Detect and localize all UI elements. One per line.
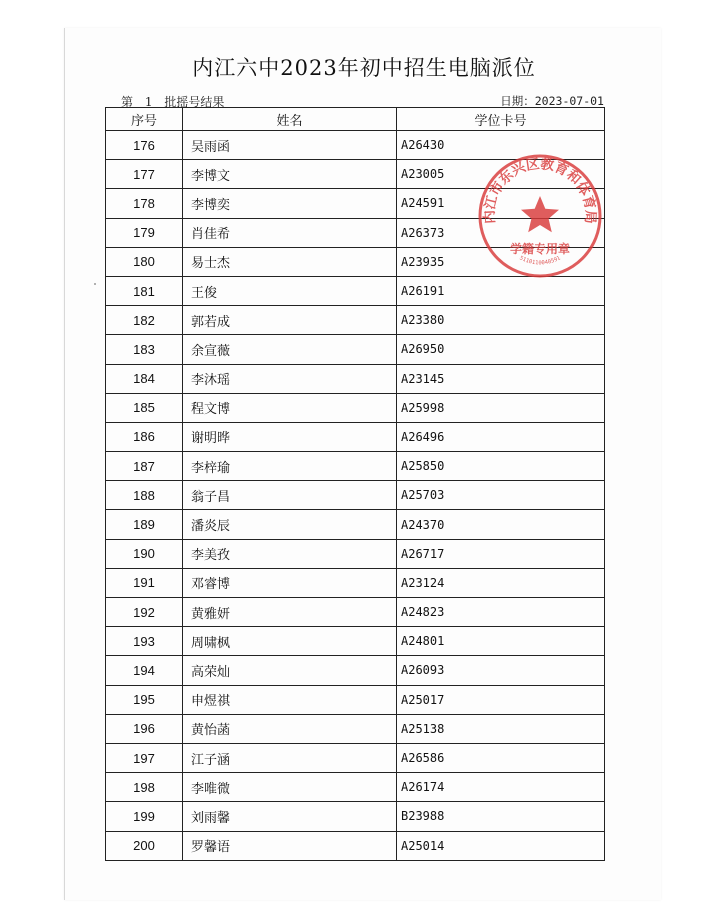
row-card: A25017	[397, 685, 605, 714]
seal-number: 5110110040591	[518, 255, 562, 267]
row-seq: 190	[106, 539, 183, 568]
row-seq: 177	[106, 160, 183, 189]
row-name: 刘雨馨	[183, 802, 397, 831]
row-card: A25014	[397, 831, 605, 860]
table-row	[106, 802, 605, 831]
row-seq: 197	[106, 743, 183, 772]
row-card: A26950	[397, 335, 605, 364]
row-card: A23124	[397, 568, 605, 597]
batch-suffix: 批摇号结果	[164, 95, 225, 109]
row-name: 李沐瑶	[183, 364, 397, 393]
row-seq: 196	[106, 714, 183, 743]
row-seq: 182	[106, 306, 183, 335]
table-row	[106, 481, 605, 510]
row-name: 江子涵	[183, 743, 397, 772]
row-name: 李梓瑜	[183, 452, 397, 481]
row-seq: 178	[106, 189, 183, 218]
row-card: A25138	[397, 714, 605, 743]
row-seq: 200	[106, 831, 183, 860]
batch-number: 1	[144, 95, 153, 109]
scan-speck	[94, 283, 96, 285]
row-card: A25998	[397, 393, 605, 422]
row-name: 申煜祺	[183, 685, 397, 714]
row-card: A24801	[397, 627, 605, 656]
row-card: A24591	[397, 189, 605, 218]
table-row	[106, 685, 605, 714]
row-name: 潘炎辰	[183, 510, 397, 539]
row-seq: 180	[106, 247, 183, 276]
row-card: A23380	[397, 306, 605, 335]
row-card: A24823	[397, 598, 605, 627]
row-name: 翁子昌	[183, 481, 397, 510]
row-seq: 185	[106, 393, 183, 422]
seal-subtext: 学籍专用章	[509, 242, 571, 256]
row-seq: 181	[106, 276, 183, 305]
row-seq: 195	[106, 685, 183, 714]
row-card: A26430	[397, 131, 605, 160]
row-card: A23005	[397, 160, 605, 189]
official-seal	[476, 152, 604, 280]
table-row	[106, 598, 605, 627]
row-seq: 179	[106, 218, 183, 247]
row-name: 余宣薇	[183, 335, 397, 364]
row-seq: 194	[106, 656, 183, 685]
row-name: 王俊	[183, 276, 397, 305]
header-name: 姓名	[183, 108, 397, 131]
row-card: A26174	[397, 773, 605, 802]
row-seq: 192	[106, 598, 183, 627]
row-name: 谢明晔	[183, 422, 397, 451]
row-seq: 184	[106, 364, 183, 393]
table-row	[106, 306, 605, 335]
row-name: 罗馨语	[183, 831, 397, 860]
row-name: 高荣灿	[183, 656, 397, 685]
table-row	[106, 568, 605, 597]
row-card: A23145	[397, 364, 605, 393]
row-name: 周啸枫	[183, 627, 397, 656]
row-card: A26586	[397, 743, 605, 772]
header-card: 学位卡号	[397, 108, 605, 131]
row-name: 李博奕	[183, 189, 397, 218]
row-seq: 186	[106, 422, 183, 451]
seal-arc-text: 内江市东兴区教育和体育局	[481, 156, 599, 225]
row-card: A25850	[397, 452, 605, 481]
row-name: 黄雅妍	[183, 598, 397, 627]
row-name: 易士杰	[183, 247, 397, 276]
table-row	[106, 335, 605, 364]
table-row	[106, 422, 605, 451]
row-card: A26191	[397, 276, 605, 305]
row-name: 黄怡菡	[183, 714, 397, 743]
row-seq: 191	[106, 568, 183, 597]
header-seq: 序号	[106, 108, 183, 131]
table-header-row	[106, 108, 605, 131]
table-row	[106, 510, 605, 539]
row-seq: 189	[106, 510, 183, 539]
table-row	[106, 393, 605, 422]
row-card: A23935	[397, 247, 605, 276]
table-row	[106, 656, 605, 685]
row-seq: 199	[106, 802, 183, 831]
row-card: A26717	[397, 539, 605, 568]
table-row	[106, 831, 605, 860]
table-row	[106, 276, 605, 305]
row-card: A26093	[397, 656, 605, 685]
table-row	[106, 714, 605, 743]
row-seq: 188	[106, 481, 183, 510]
row-card: A26373	[397, 218, 605, 247]
table-row	[106, 773, 605, 802]
row-name: 吴雨函	[183, 131, 397, 160]
table-row	[106, 364, 605, 393]
batch-label: 第	[121, 95, 134, 109]
row-card: A26496	[397, 422, 605, 451]
row-name: 邓睿博	[183, 568, 397, 597]
row-card: A25703	[397, 481, 605, 510]
row-card: A24370	[397, 510, 605, 539]
table-row	[106, 539, 605, 568]
row-card: B23988	[397, 802, 605, 831]
row-seq: 176	[106, 131, 183, 160]
document-title: 内江六中2023年初中招生电脑派位	[192, 56, 536, 80]
row-name: 郭若成	[183, 306, 397, 335]
row-name: 李唯微	[183, 773, 397, 802]
row-name: 肖佳希	[183, 218, 397, 247]
table-row	[106, 627, 605, 656]
row-seq: 187	[106, 452, 183, 481]
row-name: 李博文	[183, 160, 397, 189]
document-date: 日期：2023-07-01	[500, 94, 604, 108]
row-seq: 183	[106, 335, 183, 364]
row-seq: 198	[106, 773, 183, 802]
seal-star-icon	[521, 196, 559, 232]
table-row	[106, 452, 605, 481]
row-seq: 193	[106, 627, 183, 656]
row-name: 李美孜	[183, 539, 397, 568]
row-name: 程文博	[183, 393, 397, 422]
table-row	[106, 743, 605, 772]
